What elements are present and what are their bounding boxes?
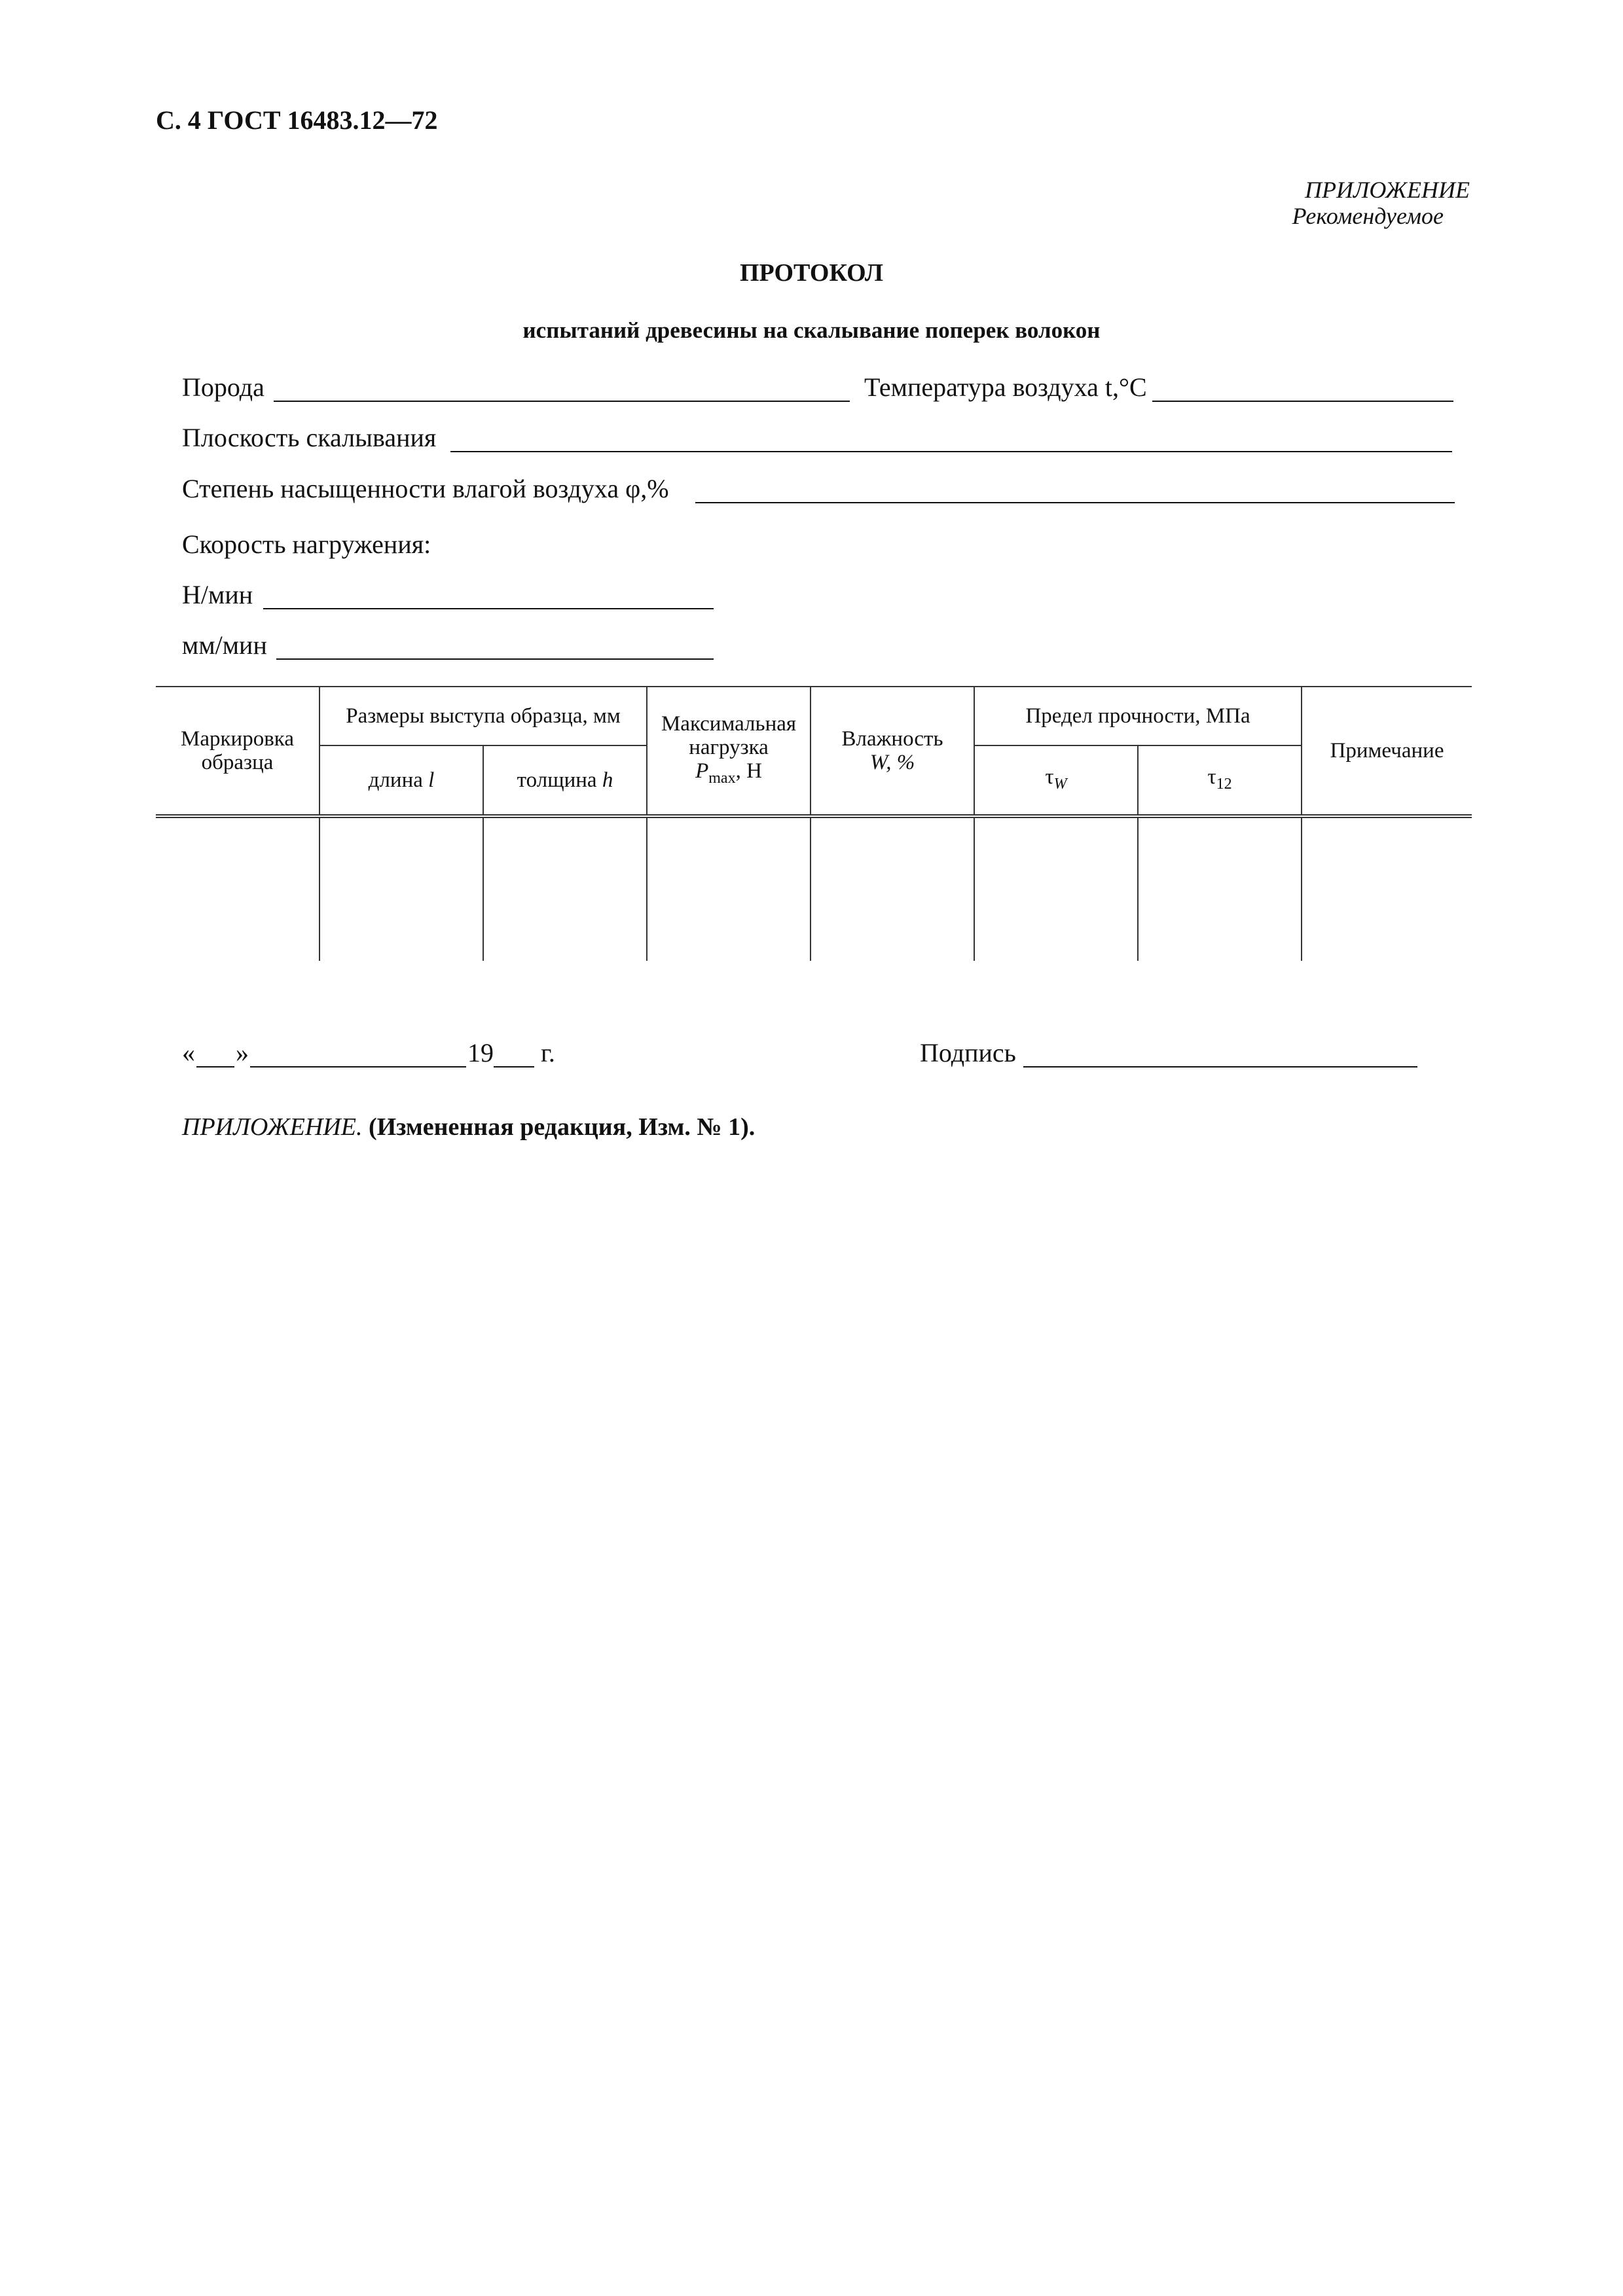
field-air-temperature[interactable] [864, 372, 1453, 404]
appendix-title: ПРИЛОЖЕНИЕ [1305, 177, 1470, 203]
date-year-line [494, 1066, 534, 1067]
document-title: ПРОТОКОЛ [739, 259, 884, 287]
field-rate-newton-line [263, 608, 714, 609]
field-rate-newton-label: Н/мин [182, 580, 253, 609]
appendix-status: Рекомендуемое [1292, 203, 1444, 229]
field-species-label: Порода [182, 372, 264, 402]
cell-tau-12[interactable] [1138, 816, 1302, 961]
col-marking: Маркировка образца [156, 687, 319, 816]
page-header: С. 4 ГОСТ 16483.12—72 [156, 105, 438, 135]
col-max-load-label: Максимальная нагрузка [661, 711, 797, 759]
signature-field[interactable] [920, 1037, 1417, 1070]
date-field[interactable] [182, 1037, 588, 1070]
col-length: длина l [319, 745, 483, 816]
col-moisture-symbol: W, % [869, 751, 915, 774]
appendix-label [1292, 177, 1470, 229]
table-row [156, 816, 1472, 961]
col-max-load [647, 687, 811, 816]
field-species-line [274, 401, 850, 402]
cell-max-load[interactable] [647, 816, 811, 961]
col-note: Примечание [1302, 687, 1472, 816]
amendment-note-text: (Измененная редакция, Изм. № 1). [368, 1113, 756, 1141]
field-rate-mm-label: мм/мин [182, 630, 267, 660]
field-shear-plane-line [450, 451, 1452, 452]
field-rate-mm-line [276, 658, 714, 660]
cell-tau-w[interactable] [974, 816, 1138, 961]
field-air-humidity-line [695, 502, 1455, 503]
field-air-temperature-label: Температура воздуха t,°С [864, 372, 1147, 402]
date-month-line [250, 1066, 466, 1067]
cell-marking[interactable] [156, 816, 319, 961]
col-moisture-label: Влажность [841, 727, 943, 751]
col-tau-12: $\tau_{12}$ [1138, 745, 1302, 816]
signature-label: Подпись [920, 1038, 1016, 1067]
date-close-quote: » [236, 1038, 249, 1067]
field-air-humidity-label: Степень насыщенности влагой воздуха φ,% [182, 474, 669, 503]
col-moisture [811, 687, 974, 816]
date-open-quote: « [182, 1038, 195, 1067]
document-subtitle: испытаний древесины на скалывание поперек волокон [522, 317, 1101, 343]
cell-length[interactable] [319, 816, 483, 961]
field-shear-plane-label: Плоскость скалывания [182, 423, 437, 452]
amendment-note [182, 1113, 755, 1141]
field-shear-plane[interactable] [182, 422, 1452, 455]
amendment-note-label: ПРИЛОЖЕНИЕ. [182, 1113, 363, 1141]
col-tau-w: $\tau_W$ [974, 745, 1138, 816]
signature-line [1023, 1066, 1417, 1067]
date-year-prefix: 19 [467, 1038, 494, 1067]
field-species[interactable] [182, 372, 850, 404]
field-air-temperature-line [1152, 401, 1453, 402]
col-thickness: толщина h [483, 745, 647, 816]
field-rate-mm[interactable] [182, 630, 714, 662]
field-rate-newton[interactable] [182, 579, 714, 612]
date-suffix: г. [541, 1038, 555, 1067]
cell-moisture[interactable] [811, 816, 974, 961]
field-loading-rate-label: Скорость нагружения: [182, 529, 431, 559]
col-dimensions: Размеры выступа образца, мм [319, 687, 647, 745]
date-day-line [196, 1066, 234, 1067]
cell-note[interactable] [1302, 816, 1472, 961]
col-max-load-symbol: $P_{max}$, Н [695, 759, 762, 787]
cell-thickness[interactable] [483, 816, 647, 961]
col-strength: Предел прочности, МПа [974, 687, 1302, 745]
protocol-table [156, 686, 1472, 961]
field-air-humidity[interactable] [182, 473, 1455, 506]
